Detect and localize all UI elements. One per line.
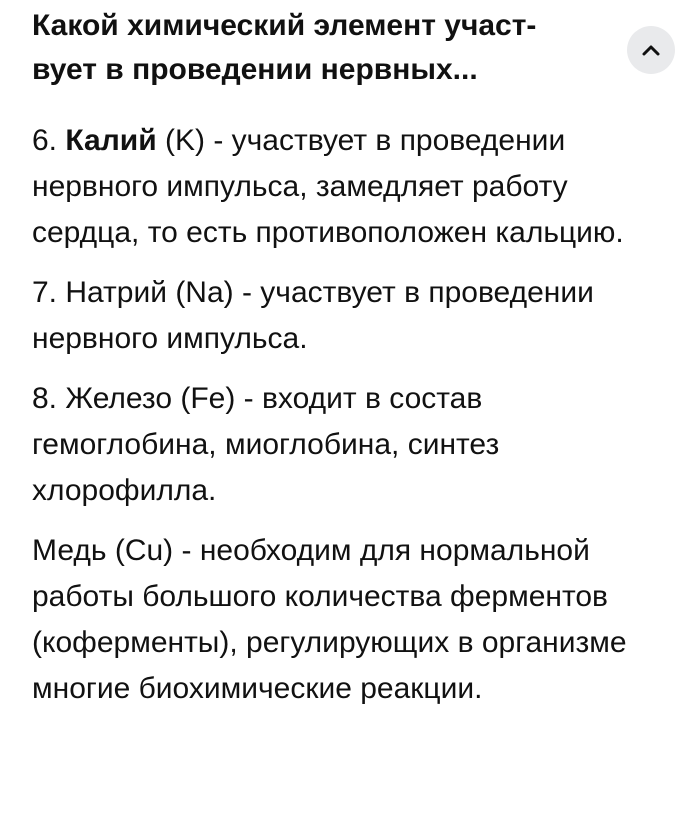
answer-item-iron: 8. Железо (Fe) - входит в состав гемоглобина, миоглобина, синтез хлорофилла. (32, 382, 500, 507)
answer-text (32, 118, 672, 726)
question-title-line-2: вует в проведении нервных... (32, 53, 478, 86)
chevron-up-icon (641, 43, 661, 57)
question-title-line-1: Какой химический элемент участ- (32, 9, 537, 42)
question-title[interactable] (32, 4, 612, 92)
element-name-potassium: Калий (65, 124, 157, 157)
question-header (32, 4, 612, 92)
item-description: (K) - участвует в проведении нервного импульса, замедляет работу сердца, то есть противоположен кальцию. (32, 124, 624, 249)
answer-item-sodium: 7. Натрий (Na) - участвует в проведении нервного импульса. (32, 276, 594, 355)
answer-item-potassium (32, 118, 672, 256)
item-number: 6. (32, 124, 66, 157)
answer-item-copper: Медь (Cu) - необходим для нормальной работы большого количества ферментов (коферменты), регулирующих в организме многие биохимические реакции. (32, 534, 627, 705)
collapse-button[interactable] (627, 26, 675, 74)
